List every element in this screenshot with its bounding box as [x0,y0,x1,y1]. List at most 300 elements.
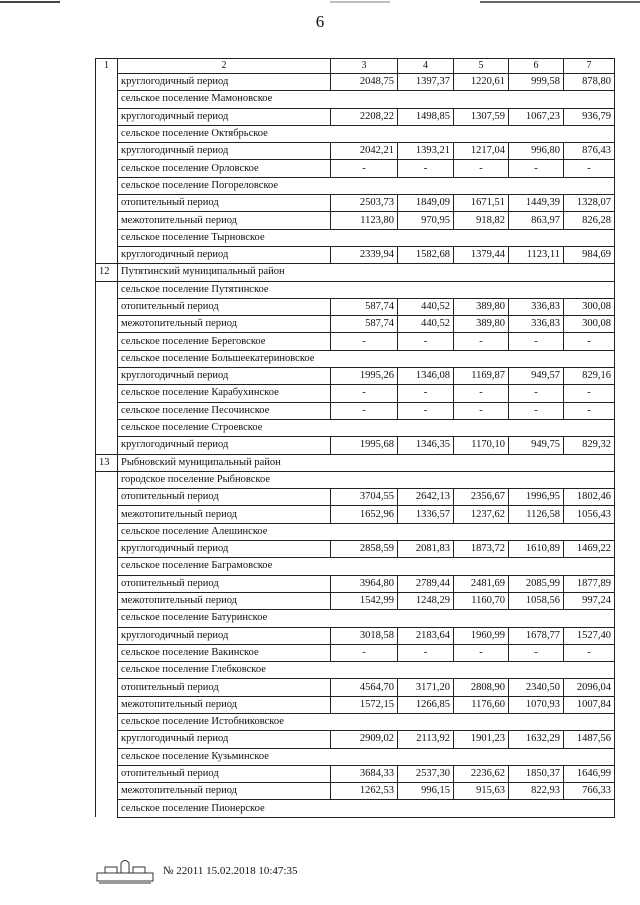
value-cell: - [454,644,509,661]
value-cell: - [564,160,615,177]
settlement-row [96,800,615,817]
value-cell: 936,79 [564,108,615,125]
value-cell: - [454,160,509,177]
value-cell: - [331,644,398,661]
row-label-cell: сельское поселение Береговское [118,333,331,350]
value-cell: 1346,08 [398,368,454,385]
value-cell: 2081,83 [398,541,454,558]
empty-cell [454,748,509,765]
empty-cell [564,91,615,108]
value-cell: - [509,333,564,350]
value-cell: 1307,59 [454,108,509,125]
settlement-row [96,281,615,298]
empty-cell [509,350,564,367]
value-cell: 1058,56 [509,592,564,609]
empty-cell [331,454,398,471]
district-row [96,264,615,281]
empty-cell [398,350,454,367]
value-cell: - [398,160,454,177]
value-cell: 829,16 [564,368,615,385]
value-cell: 1671,51 [454,195,509,212]
row-label-cell: сельское поселение Истобниковское [118,713,331,730]
value-cell: - [564,385,615,402]
column-header: 4 [398,59,454,74]
empty-cell [398,125,454,142]
empty-cell [509,454,564,471]
value-cell: - [398,385,454,402]
settlement-row [96,662,615,679]
value-cell: 1262,53 [331,783,398,800]
row-label-cell: круглогодичный период [118,627,331,644]
value-cell: 300,08 [564,316,615,333]
value-cell: 1610,89 [509,541,564,558]
table-row [96,437,615,454]
value-cell: - [509,385,564,402]
value-cell: - [454,402,509,419]
empty-cell [331,177,398,194]
document-stamp: № 22011 15.02.2018 10:47:35 [163,865,298,877]
value-cell: 1070,93 [509,696,564,713]
value-cell: 1007,84 [564,696,615,713]
empty-cell [454,91,509,108]
value-cell: 1449,39 [509,195,564,212]
column-number-row [96,59,615,74]
row-label-cell: сельское поселение Глебковское [118,662,331,679]
row-index-cell [96,765,118,782]
empty-cell [331,748,398,765]
empty-cell [564,177,615,194]
row-label-cell: сельское поселение Октябрьское [118,125,331,142]
row-label-cell: круглогодичный период [118,731,331,748]
value-cell: 1469,22 [564,541,615,558]
empty-cell [331,471,398,488]
value-cell: 1176,60 [454,696,509,713]
empty-cell [564,748,615,765]
value-cell: 949,75 [509,437,564,454]
table-row [96,489,615,506]
table-row [96,108,615,125]
value-cell: 2356,67 [454,489,509,506]
empty-cell [331,662,398,679]
value-cell: 2183,64 [398,627,454,644]
empty-cell [509,125,564,142]
settlement-row [96,748,615,765]
row-label-cell: отопительный период [118,575,331,592]
column-header: 3 [331,59,398,74]
row-index-cell [96,125,118,142]
value-cell: 1393,21 [398,143,454,160]
row-index-cell [96,74,118,91]
empty-cell [398,748,454,765]
row-index-cell [96,437,118,454]
row-index-cell [96,385,118,402]
table-row [96,731,615,748]
value-cell: 1646,99 [564,765,615,782]
value-cell: 878,80 [564,74,615,91]
row-index-cell [96,108,118,125]
value-cell: 1237,62 [454,506,509,523]
table-row [96,765,615,782]
row-label-cell: круглогодичный период [118,541,331,558]
footer [95,856,297,886]
value-cell: 1996,95 [509,489,564,506]
empty-cell [454,800,509,817]
value-cell: 915,63 [454,783,509,800]
value-cell: 996,80 [509,143,564,160]
value-cell: 1582,68 [398,246,454,263]
value-cell: - [509,160,564,177]
empty-cell [564,125,615,142]
row-label-cell: круглогодичный период [118,437,331,454]
value-cell: 3964,80 [331,575,398,592]
table-row [96,368,615,385]
row-label-cell: межотопительный период [118,212,331,229]
table-row [96,195,615,212]
row-label-cell: отопительный период [118,489,331,506]
value-cell: 300,08 [564,298,615,315]
value-cell: 1960,99 [454,627,509,644]
value-cell: 1652,96 [331,506,398,523]
empty-cell [564,264,615,281]
row-index-cell [96,177,118,194]
empty-cell [509,229,564,246]
empty-cell [331,800,398,817]
value-cell: 1336,57 [398,506,454,523]
row-index-cell [96,195,118,212]
row-label-cell: сельское поселение Карабухинское [118,385,331,402]
row-index-cell [96,333,118,350]
table-row [96,246,615,263]
value-cell: 1527,40 [564,627,615,644]
row-label-cell: межотопительный период [118,696,331,713]
row-index-cell [96,506,118,523]
value-cell: 1169,87 [454,368,509,385]
value-cell: 2048,75 [331,74,398,91]
value-cell: 2481,69 [454,575,509,592]
empty-cell [454,713,509,730]
row-index-cell [96,679,118,696]
settlement-row [96,610,615,627]
table-row [96,679,615,696]
empty-cell [509,713,564,730]
row-label-cell: сельское поселение Мамоновское [118,91,331,108]
column-header: 6 [509,59,564,74]
registry-seal-icon [95,857,155,885]
value-cell: 1678,77 [509,627,564,644]
value-cell: - [398,402,454,419]
empty-cell [454,177,509,194]
value-cell: 2339,94 [331,246,398,263]
value-cell: 2340,50 [509,679,564,696]
empty-cell [398,471,454,488]
settlement-row [96,125,615,142]
row-index-cell [96,246,118,263]
empty-cell [564,471,615,488]
scan-artifact-top [0,0,640,6]
row-label-cell: сельское поселение Погореловское [118,177,331,194]
row-index-cell: 12 [96,264,118,281]
row-label-cell: сельское поселение Алешинское [118,523,331,540]
empty-cell [331,91,398,108]
value-cell: 1170,10 [454,437,509,454]
value-cell: 1397,37 [398,74,454,91]
value-cell: 918,82 [454,212,509,229]
value-cell: 1123,11 [509,246,564,263]
row-index-cell [96,298,118,315]
table-row [96,212,615,229]
value-cell: 1266,85 [398,696,454,713]
empty-cell [331,523,398,540]
empty-cell [509,91,564,108]
value-cell: 863,97 [509,212,564,229]
value-cell: 336,83 [509,298,564,315]
value-cell: 1056,43 [564,506,615,523]
value-cell: 970,95 [398,212,454,229]
value-cell: 2808,90 [454,679,509,696]
district-row [96,454,615,471]
empty-cell [509,264,564,281]
empty-cell [454,471,509,488]
row-label-cell: круглогодичный период [118,143,331,160]
empty-cell [509,800,564,817]
empty-cell [564,350,615,367]
empty-cell [509,558,564,575]
row-label-cell: Путятинский муниципальный район [118,264,331,281]
empty-cell [454,229,509,246]
value-cell: 2503,73 [331,195,398,212]
value-cell: - [331,160,398,177]
empty-cell [398,177,454,194]
row-label-cell: круглогодичный период [118,368,331,385]
row-label-cell: круглогодичный период [118,108,331,125]
empty-cell [331,281,398,298]
value-cell: - [331,402,398,419]
value-cell: 587,74 [331,316,398,333]
table-row [96,160,615,177]
table-row [96,333,615,350]
empty-cell [509,523,564,540]
value-cell: 1498,85 [398,108,454,125]
row-index-cell [96,713,118,730]
row-index-cell [96,800,118,817]
empty-cell [509,177,564,194]
value-cell: 1328,07 [564,195,615,212]
empty-cell [331,229,398,246]
row-index-cell [96,731,118,748]
value-cell: 829,32 [564,437,615,454]
row-index-cell [96,471,118,488]
table-row [96,143,615,160]
empty-cell [331,419,398,436]
row-label-cell: сельское поселение Большеекатериновское [118,350,331,367]
empty-cell [398,419,454,436]
table-row [96,627,615,644]
empty-cell [331,713,398,730]
empty-cell [509,419,564,436]
row-label-cell: отопительный период [118,195,331,212]
value-cell: 2537,30 [398,765,454,782]
value-cell: 2858,59 [331,541,398,558]
empty-cell [398,713,454,730]
row-index-cell [96,783,118,800]
settlement-row [96,523,615,540]
row-label-cell: межотопительный период [118,506,331,523]
value-cell: - [331,385,398,402]
value-cell: 1901,23 [454,731,509,748]
empty-cell [564,419,615,436]
value-cell: 1217,04 [454,143,509,160]
empty-cell [454,454,509,471]
empty-cell [398,662,454,679]
value-cell: 2642,13 [398,489,454,506]
value-cell: 1850,37 [509,765,564,782]
settlement-row [96,471,615,488]
empty-cell [398,281,454,298]
empty-cell [398,229,454,246]
row-label-cell: сельское поселение Тырновское [118,229,331,246]
value-cell: 2096,04 [564,679,615,696]
value-cell: 3018,58 [331,627,398,644]
row-label-cell: межотопительный период [118,316,331,333]
empty-cell [398,91,454,108]
table-row [96,783,615,800]
value-cell: - [509,644,564,661]
row-label-cell: межотопительный период [118,783,331,800]
value-cell: 587,74 [331,298,398,315]
settlement-row [96,713,615,730]
row-label-cell: отопительный период [118,765,331,782]
table-row [96,385,615,402]
value-cell: 1632,29 [509,731,564,748]
row-index-cell [96,143,118,160]
empty-cell [564,610,615,627]
table-row [96,696,615,713]
row-label-cell: сельское поселение Кузьминское [118,748,331,765]
row-index-cell [96,350,118,367]
value-cell: 2236,62 [454,765,509,782]
row-label-cell: сельское поселение Строевское [118,419,331,436]
empty-cell [509,610,564,627]
value-cell: 3684,33 [331,765,398,782]
empty-cell [564,800,615,817]
row-index-cell [96,368,118,385]
settlement-row [96,350,615,367]
value-cell: 2789,44 [398,575,454,592]
value-cell: - [509,402,564,419]
row-label-cell: городское поселение Рыбновское [118,471,331,488]
table-row [96,316,615,333]
value-cell: 1220,61 [454,74,509,91]
empty-cell [564,523,615,540]
empty-cell [331,558,398,575]
settlement-row [96,558,615,575]
value-cell: 996,15 [398,783,454,800]
value-cell: 876,43 [564,143,615,160]
value-cell: 1123,80 [331,212,398,229]
empty-cell [509,281,564,298]
value-cell: 1995,68 [331,437,398,454]
value-cell: 1877,89 [564,575,615,592]
empty-cell [509,748,564,765]
value-cell: 440,52 [398,298,454,315]
row-label-cell: круглогодичный период [118,74,331,91]
row-index-cell [96,748,118,765]
value-cell: 1849,09 [398,195,454,212]
row-index-cell [96,610,118,627]
table-row [96,575,615,592]
row-index-cell [96,160,118,177]
table-body [96,74,615,818]
value-cell: 2113,92 [398,731,454,748]
value-cell: 1067,23 [509,108,564,125]
row-label-cell: сельское поселение Баграмовское [118,558,331,575]
value-cell: 1802,46 [564,489,615,506]
settlement-row [96,229,615,246]
value-cell: 999,58 [509,74,564,91]
table-row [96,644,615,661]
column-header: 2 [118,59,331,74]
table-row [96,402,615,419]
value-cell: - [398,333,454,350]
settlement-row [96,419,615,436]
value-cell: 2042,21 [331,143,398,160]
column-header: 1 [96,59,118,74]
empty-cell [509,471,564,488]
value-cell: 1126,58 [509,506,564,523]
value-cell: - [331,333,398,350]
empty-cell [564,662,615,679]
value-cell: 2208,22 [331,108,398,125]
value-cell: 949,57 [509,368,564,385]
row-label-cell: сельское поселение Пионерское [118,800,331,817]
row-index-cell [96,662,118,679]
row-index-cell [96,229,118,246]
empty-cell [564,713,615,730]
value-cell: 822,93 [509,783,564,800]
column-header: 7 [564,59,615,74]
value-cell: - [454,333,509,350]
value-cell: 1379,44 [454,246,509,263]
empty-cell [454,610,509,627]
row-index-cell [96,575,118,592]
empty-cell [564,558,615,575]
value-cell: 1572,15 [331,696,398,713]
settlement-row [96,91,615,108]
row-index-cell [96,316,118,333]
empty-cell [454,281,509,298]
row-label-cell: Рыбновский муниципальный район [118,454,331,471]
empty-cell [331,610,398,627]
value-cell: 1346,35 [398,437,454,454]
value-cell: 1160,70 [454,592,509,609]
value-cell: 336,83 [509,316,564,333]
value-cell: 997,24 [564,592,615,609]
empty-cell [564,454,615,471]
table-row [96,74,615,91]
value-cell: 766,33 [564,783,615,800]
empty-cell [331,125,398,142]
row-index-cell [96,541,118,558]
empty-cell [331,350,398,367]
table-row [96,298,615,315]
row-label-cell: сельское поселение Песочинское [118,402,331,419]
row-index-cell [96,419,118,436]
value-cell: 440,52 [398,316,454,333]
value-cell: 3704,55 [331,489,398,506]
row-index-cell [96,627,118,644]
value-cell: - [564,333,615,350]
row-index-cell [96,91,118,108]
